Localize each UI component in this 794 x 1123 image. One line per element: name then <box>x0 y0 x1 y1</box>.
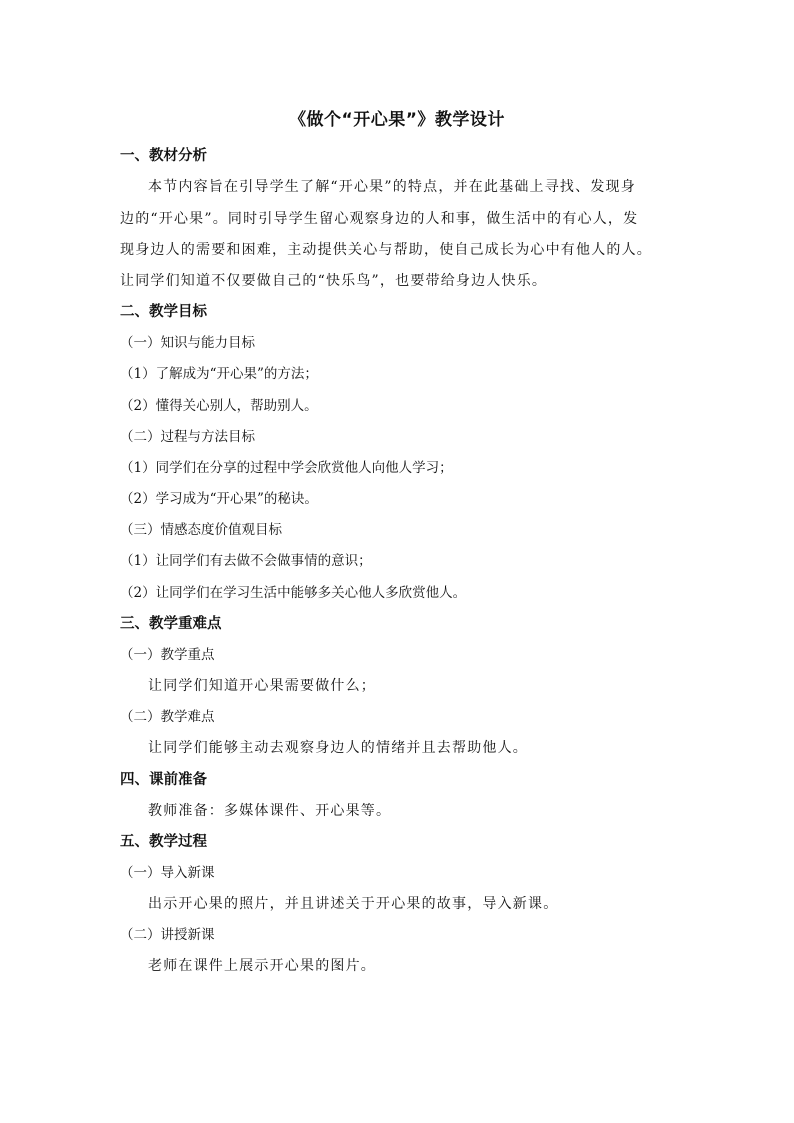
paragraph-line: 出示开心果的照片，并且讲述关于开心果的故事，导入新课。 <box>148 896 559 912</box>
paragraph-line: 本节内容旨在引导学生了解“开心果”的特点，并在此基础上寻找、发现身 <box>148 179 636 195</box>
list-item: （1）了解成为“开心果”的方法； <box>120 366 318 382</box>
paragraph-line: 让同学们知道开心果需要做什么； <box>148 678 376 694</box>
document-title: 《做个“开心果”》教学设计 <box>289 110 505 130</box>
paragraph-line: 教师准备：多媒体课件、开心果等。 <box>148 803 392 819</box>
list-item: （2）让同学们在学习生活中能够多关心他人多欣赏他人。 <box>120 585 467 601</box>
paragraph-line: 让同学们知道不仅要做自己的“快乐鸟”，也要带给身边人快乐。 <box>120 273 548 289</box>
list-item: （1）同学们在分享的过程中学会欣赏他人向他人学习； <box>120 460 453 476</box>
list-item: （2）学习成为“开心果”的秘诀。 <box>120 491 318 507</box>
paragraph-line: 老师在课件上展示开心果的图片。 <box>148 958 376 974</box>
section-heading-1: 一、教材分析 <box>120 148 207 164</box>
list-item: （2）懂得关心别人，帮助别人。 <box>120 398 318 414</box>
subheading: （一）导入新课 <box>120 865 215 881</box>
section-heading-4: 四、课前准备 <box>120 772 207 788</box>
section-heading-2: 二、教学目标 <box>120 304 207 320</box>
section-heading-3: 三、教学重难点 <box>120 616 222 632</box>
subheading: （二）过程与方法目标 <box>120 429 255 445</box>
subheading: （二）讲授新课 <box>120 927 215 943</box>
subheading: （二）教学难点 <box>120 709 215 725</box>
paragraph-line: 现身边人的需要和困难，主动提供关心与帮助，使自己成长为心中有他人的人。 <box>120 242 652 258</box>
subheading: （三）情感态度价值观目标 <box>120 522 282 538</box>
paragraph-line: 让同学们能够主动去观察身边人的情绪并且去帮助他人。 <box>148 740 528 756</box>
section-heading-5: 五、教学过程 <box>120 834 207 850</box>
list-item: （1）让同学们有去做不会做事情的意识； <box>120 553 372 569</box>
subheading: （一）教学重点 <box>120 647 215 663</box>
paragraph-line: 边的“开心果”。同时引导学生留心观察身边的人和事，做生活中的有心人，发 <box>120 211 639 227</box>
subheading: （一）知识与能力目标 <box>120 335 255 351</box>
